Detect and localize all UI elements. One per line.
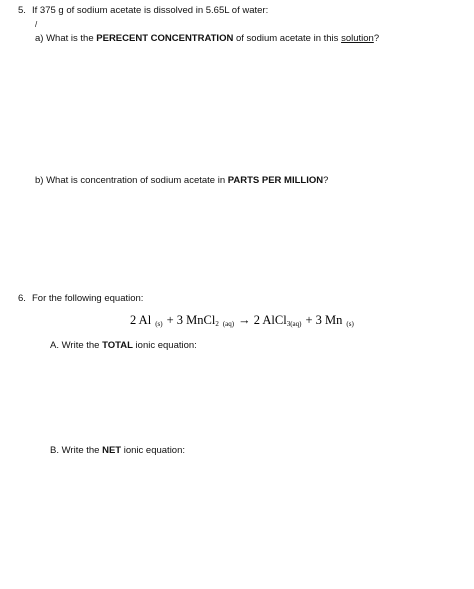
- question-5b-bold: PARTS PER MILLION: [227, 175, 324, 186]
- question-5a-bold: PERECENT CONCENTRATION: [96, 33, 234, 44]
- question-5a-mid: of sodium acetate in this: [233, 33, 342, 44]
- chemical-equation: [130, 313, 354, 328]
- eq-state-al: (s): [155, 320, 163, 328]
- eq-sub-mncl: 2: [215, 320, 219, 328]
- question-5b-pre: What is concentration of sodium acetate in: [46, 175, 228, 186]
- question-5a-post: ?: [373, 33, 380, 44]
- eq-term-mn: + 3 Mn: [305, 313, 343, 327]
- question-6a: [50, 340, 197, 351]
- question-6-text: For the following equation:: [32, 293, 144, 304]
- question-6a-pre: Write the: [61, 340, 103, 351]
- eq-sub-alcl: 3(aq): [286, 320, 302, 328]
- eq-state-mn: (s): [346, 320, 354, 328]
- question-5a: [35, 33, 379, 44]
- question-5a-underlined: solution: [341, 33, 374, 44]
- question-6b-label: B.: [50, 445, 59, 456]
- eq-term-al: 2 Al: [130, 313, 152, 327]
- eq-term-mncl: + 3 MnCl: [166, 313, 216, 327]
- question-6b: [50, 445, 185, 456]
- question-5-prompt: [18, 5, 268, 16]
- question-6b-bold: NET: [102, 445, 122, 456]
- question-5-number: 5.: [18, 5, 26, 16]
- eq-term-alcl: → 2 AlCl: [238, 313, 287, 327]
- question-5b-label: b): [35, 175, 44, 186]
- question-6a-post: ionic equation:: [132, 340, 197, 351]
- question-6b-post: ionic equation:: [121, 445, 186, 456]
- eq-state-mncl: (aq): [222, 320, 235, 328]
- question-6-prompt: [18, 293, 143, 304]
- question-6a-bold: TOTAL: [102, 340, 133, 351]
- stray-mark: /: [35, 20, 38, 29]
- question-5a-pre: What is the: [46, 33, 97, 44]
- question-6a-label: A.: [50, 340, 59, 351]
- question-6b-pre: Write the: [61, 445, 103, 456]
- question-5-text: If 375 g of sodium acetate is dissolved in 5.65L of water:: [32, 5, 269, 16]
- question-5b: [35, 175, 328, 186]
- question-6-number: 6.: [18, 293, 26, 304]
- question-5a-label: a): [35, 33, 44, 44]
- question-5b-post: ?: [323, 175, 329, 186]
